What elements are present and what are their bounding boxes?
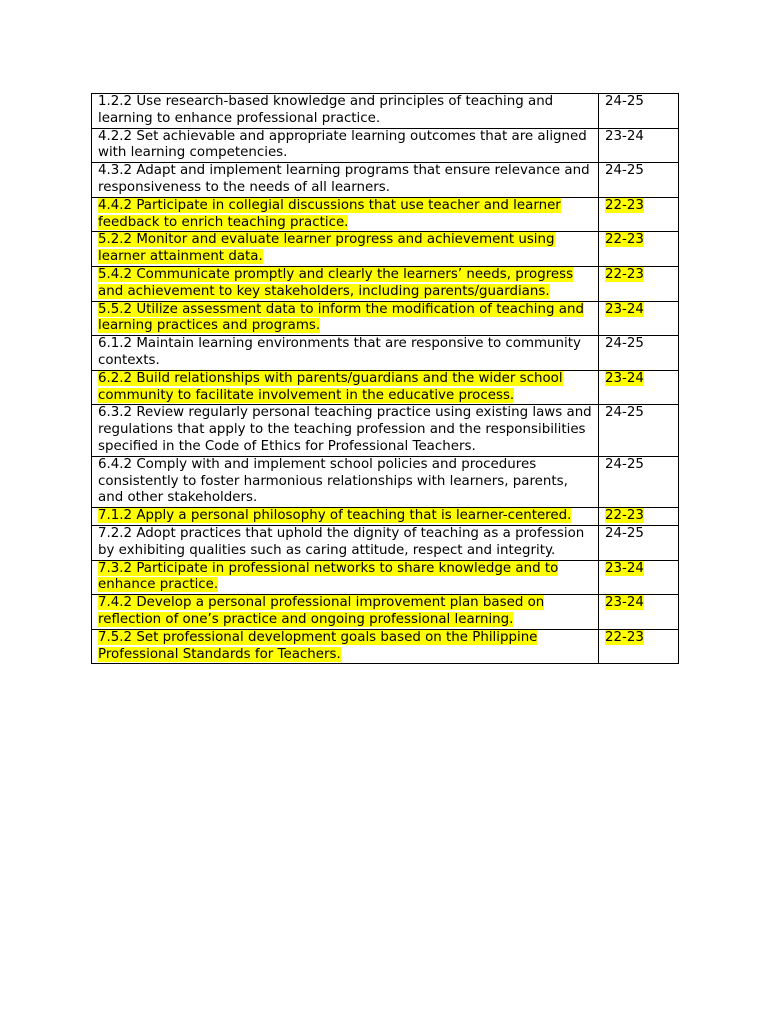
indicator-text bbox=[98, 630, 593, 664]
year-cell bbox=[599, 301, 679, 336]
table-row bbox=[92, 405, 679, 456]
school-year bbox=[605, 302, 673, 319]
text-highlight: 5.5.2 Utilize assessment data to inform the modification of teaching and learning practices and programs. bbox=[98, 301, 584, 334]
indicator-text bbox=[98, 595, 593, 629]
indicator-cell bbox=[92, 595, 599, 630]
text-highlight: 4.4.2 Participate in collegial discussions that use teacher and learner feedback to enrich teaching practice. bbox=[98, 197, 561, 230]
text-highlight: 7.1.2 Apply a personal philosophy of teaching that is learner-centered. bbox=[98, 508, 572, 524]
table-row bbox=[92, 370, 679, 405]
year-cell bbox=[599, 560, 679, 595]
table-row bbox=[92, 629, 679, 664]
text-highlight: 22-23 bbox=[605, 232, 644, 248]
indicator-text: 6.3.2 Review regularly personal teaching practice using existing laws and regulations that apply to the teaching profession and the responsibilities specified in the Code of Ethics for Professional Teachers. bbox=[98, 405, 592, 454]
indicator-cell bbox=[92, 336, 599, 371]
indicator-cell bbox=[92, 370, 599, 405]
indicator-text: 7.2.2 Adopt practices that uphold the dignity of teaching as a profession by exhibiting qualities such as caring attitude, respect and integrity. bbox=[98, 525, 585, 558]
table-row bbox=[92, 128, 679, 163]
indicator-text bbox=[98, 198, 593, 232]
table-row bbox=[92, 525, 679, 560]
text-highlight: 5.4.2 Communicate promptly and clearly the learners’ needs, progress and achievement to key stakeholders, including parents/guardians. bbox=[98, 266, 574, 299]
school-year: 24-25 bbox=[605, 405, 644, 421]
indicator-cell bbox=[92, 197, 599, 232]
indicator-text bbox=[98, 371, 593, 405]
text-highlight: 22-23 bbox=[605, 508, 644, 524]
year-cell bbox=[599, 197, 679, 232]
indicator-text: 4.2.2 Set achievable and appropriate learning outcomes that are aligned with learning competencies. bbox=[98, 128, 587, 161]
school-year bbox=[605, 630, 673, 647]
year-cell bbox=[599, 163, 679, 198]
text-highlight: 7.4.2 Develop a personal professional improvement plan based on reflection of one’s practice and ongoing professional learning. bbox=[98, 595, 545, 627]
indicator-text bbox=[98, 561, 593, 595]
indicator-cell bbox=[92, 525, 599, 560]
school-year bbox=[605, 198, 673, 215]
text-highlight: 22-23 bbox=[605, 197, 644, 213]
indicator-cell bbox=[92, 94, 599, 129]
text-highlight: 6.2.2 Build relationships with parents/guardians and the wider school community to facilitate involvement in the educative process. bbox=[98, 370, 563, 403]
year-cell bbox=[599, 456, 679, 507]
school-year bbox=[605, 371, 673, 388]
year-cell bbox=[599, 629, 679, 664]
table-row bbox=[92, 595, 679, 630]
school-year: 24-25 bbox=[605, 163, 644, 179]
table-row bbox=[92, 301, 679, 336]
school-year bbox=[605, 232, 673, 249]
indicator-text: 6.4.2 Comply with and implement school policies and procedures consistently to foster harmonious relationships with learners, parents, and other stakeholders. bbox=[98, 456, 568, 506]
indicator-text: 4.3.2 Adapt and implement learning programs that ensure relevance and responsiveness to the needs of all learners. bbox=[98, 163, 590, 195]
indicator-text: 1.2.2 Use research-based knowledge and principles of teaching and learning to enhance professional practice. bbox=[98, 94, 554, 126]
indicator-cell bbox=[92, 456, 599, 507]
indicators-table-body bbox=[92, 94, 679, 664]
year-cell bbox=[599, 405, 679, 456]
text-highlight: 22-23 bbox=[605, 266, 644, 282]
text-highlight: 23-24 bbox=[605, 595, 644, 611]
year-cell bbox=[599, 94, 679, 129]
indicator-text bbox=[98, 267, 593, 301]
text-highlight: 7.5.2 Set professional development goals based on the Philippine Professional Standards for Teachers. bbox=[98, 629, 538, 662]
school-year bbox=[605, 267, 673, 284]
indicator-cell bbox=[92, 508, 599, 526]
indicator-cell bbox=[92, 266, 599, 301]
indicator-cell bbox=[92, 128, 599, 163]
indicator-cell bbox=[92, 629, 599, 664]
indicator-cell bbox=[92, 405, 599, 456]
year-cell bbox=[599, 232, 679, 267]
table-row bbox=[92, 266, 679, 301]
table-row bbox=[92, 336, 679, 371]
school-year: 23-24 bbox=[605, 128, 644, 144]
indicator-cell bbox=[92, 232, 599, 267]
table-row bbox=[92, 560, 679, 595]
table-row bbox=[92, 456, 679, 507]
indicator-cell bbox=[92, 301, 599, 336]
year-cell bbox=[599, 128, 679, 163]
indicators-table bbox=[91, 93, 679, 664]
indicator-text: 6.1.2 Maintain learning environments that are responsive to community contexts. bbox=[98, 336, 581, 368]
text-highlight: 23-24 bbox=[605, 370, 644, 386]
year-cell bbox=[599, 370, 679, 405]
text-highlight: 5.2.2 Monitor and evaluate learner progress and achievement using learner attainment data. bbox=[98, 232, 555, 265]
indicator-cell bbox=[92, 560, 599, 595]
school-year: 24-25 bbox=[605, 525, 644, 541]
school-year bbox=[605, 595, 673, 612]
table-row bbox=[92, 94, 679, 129]
indicator-text bbox=[98, 232, 593, 266]
indicator-text bbox=[98, 302, 593, 336]
table-row bbox=[92, 197, 679, 232]
year-cell bbox=[599, 595, 679, 630]
school-year: 24-25 bbox=[605, 94, 644, 109]
school-year bbox=[605, 508, 673, 525]
table-row bbox=[92, 232, 679, 267]
indicator-cell bbox=[92, 163, 599, 198]
indicator-text bbox=[98, 508, 593, 525]
year-cell bbox=[599, 336, 679, 371]
school-year: 24-25 bbox=[605, 336, 644, 352]
year-cell bbox=[599, 525, 679, 560]
table-row bbox=[92, 508, 679, 526]
year-cell bbox=[599, 508, 679, 526]
school-year bbox=[605, 561, 673, 578]
text-highlight: 23-24 bbox=[605, 301, 644, 317]
school-year: 24-25 bbox=[605, 456, 644, 472]
text-highlight: 22-23 bbox=[605, 629, 644, 645]
year-cell bbox=[599, 266, 679, 301]
table-row bbox=[92, 163, 679, 198]
text-highlight: 7.3.2 Participate in professional networks to share knowledge and to enhance practice. bbox=[98, 560, 559, 593]
text-highlight: 23-24 bbox=[605, 560, 644, 576]
